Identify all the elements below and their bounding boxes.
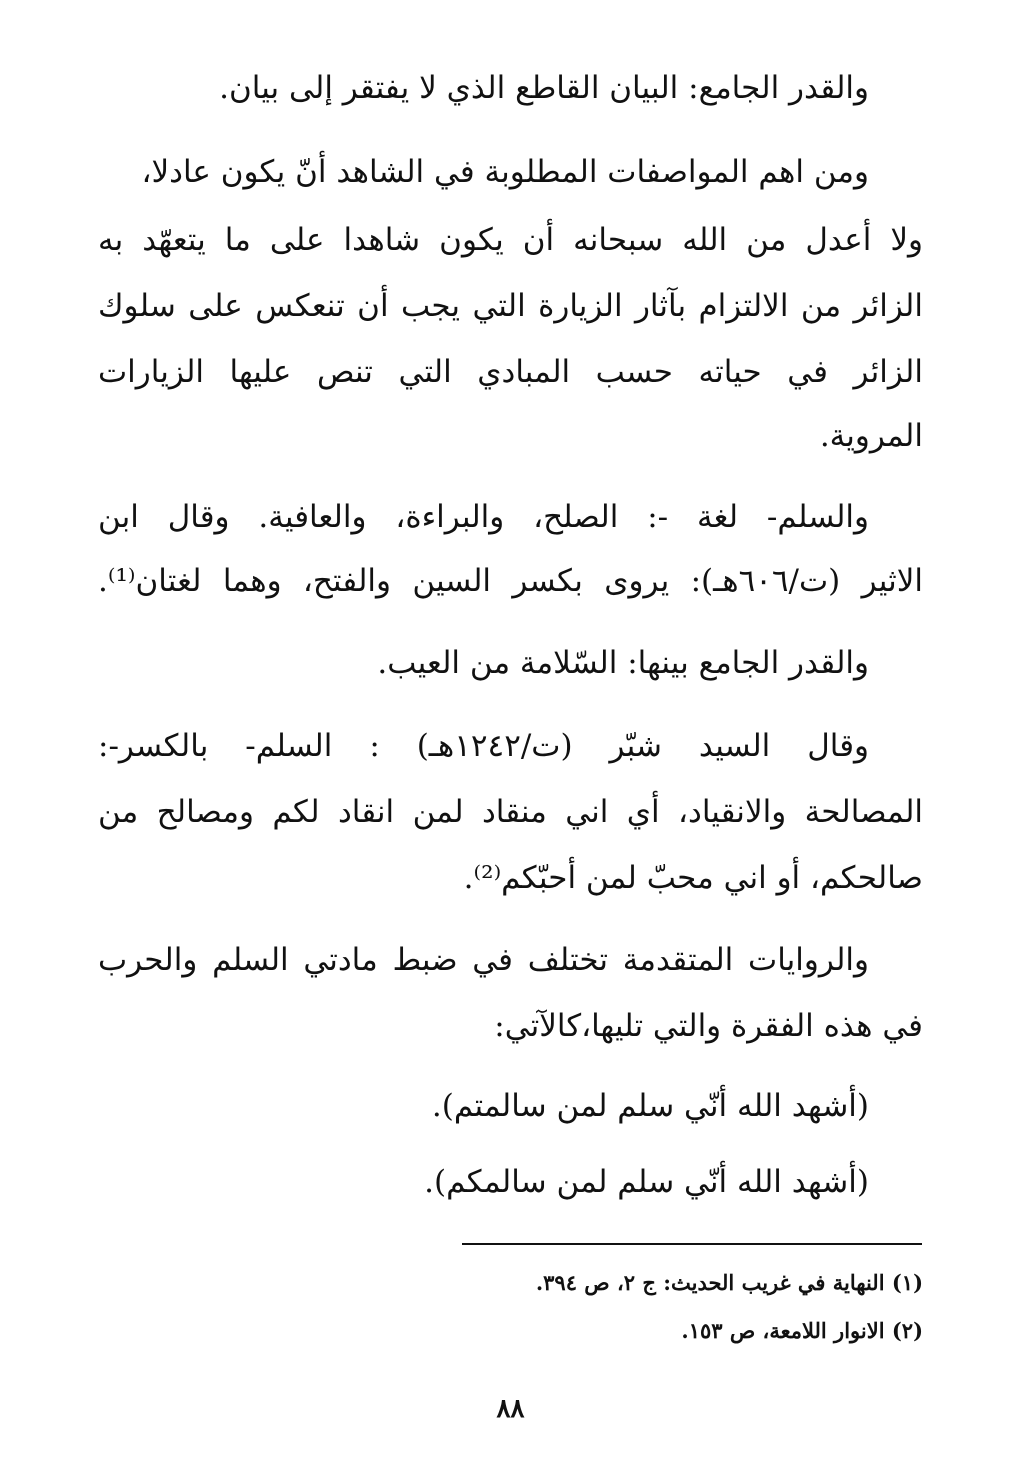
- footnote: (١) النهاية في غريب الحديث: ج ٢، ص ٣٩٤.: [535, 1270, 923, 1295]
- text-line: ومن اهم المواصفات المطلوبة في الشاهد أنّ يكون عادلا،: [141, 154, 869, 190]
- footnote: (٢) الانوار اللامعة، ص ١٥٣.: [681, 1318, 923, 1343]
- text-line: (أشهد الله أنّي سلم لمن سالمكم).: [424, 1164, 869, 1200]
- text-line: (أشهد الله أنّي سلم لمن سالمتم).: [431, 1088, 869, 1124]
- text-line: والقدر الجامع: البيان القاطع الذي لا يفتقر إلى بيان.: [219, 70, 869, 106]
- text-line: الزائر في حياته حسب المبادي التي تنص عليها الزيارات: [98, 354, 923, 390]
- text-line: صالحكم، أو اني محبّ لمن أحبّكم⁽²⁾.: [463, 860, 923, 896]
- text-line: ولا أعدل من الله سبحانه أن يكون شاهدا على ما يتعهّد به: [98, 222, 923, 258]
- text-line: الزائر من الالتزام بآثار الزيارة التي يجب أن تنعكس على سلوك: [98, 288, 923, 324]
- text-line: المروية.: [819, 418, 923, 454]
- text-line: المصالحة والانقياد، أي اني منقاد لمن انقاد لكم ومصالح من: [98, 794, 923, 830]
- text-line: والسلم- لغة -: الصلح، والبراءة، والعافية. وقال ابن: [98, 499, 869, 535]
- footnote-separator: [462, 1243, 922, 1245]
- page-number: ٨٨: [496, 1394, 525, 1424]
- text-line: والقدر الجامع بينها: السّلامة من العيب.: [377, 645, 869, 681]
- text-line: في هذه الفقرة والتي تليها،كالآتي:: [494, 1008, 923, 1044]
- text-line: والروايات المتقدمة تختلف في ضبط مادتي السلم والحرب: [98, 942, 869, 978]
- text-line: وقال السيد شبّر (ت/١٢٤٢هـ) : السلم- بالكسر-:: [98, 728, 869, 764]
- text-line: الاثير (ت/٦٠٦هـ): يروى بكسر السين والفتح، وهما لغتان⁽¹⁾.: [98, 563, 924, 599]
